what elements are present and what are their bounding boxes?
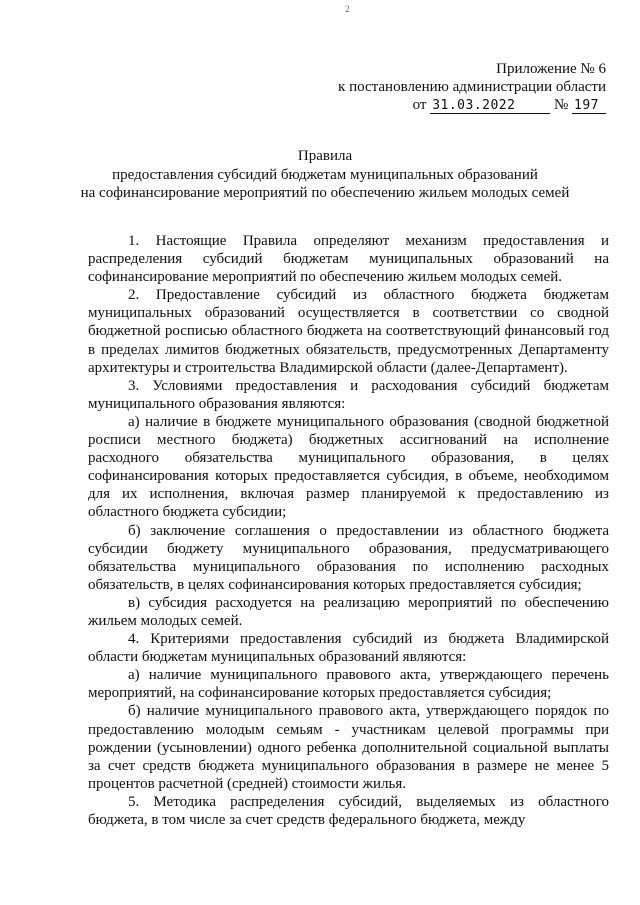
paragraph-3a: а) наличие в бюджете муниципального образования (сводной бюджетной росписи местного бюджета) бюджетных ассигнований на исполнение расходного обязательства муниципального образования, в целях софинансирования которых предоставляется субсидия, в объеме, необходимом для их исполнения, включая размер планируемой к предоставлению из областного бюджета субсидии; [88,413,609,521]
appendix-date-row [306,96,606,114]
document-subheading-line1: предоставления субсидий бюджетам муниципальных образований [112,167,538,183]
appendix-title: Приложение № 6 [496,61,606,77]
appendix-subtitle: к постановлению администрации области [338,79,606,95]
paragraph-3: 3. Условиями предоставления и расходования субсидий бюджетам муниципального образования являются: [88,377,609,412]
date-prefix: от [412,97,427,113]
number-value: 197 [572,99,606,114]
paragraph-4a: а) наличие муниципального правового акта, утверждающего перечень мероприятий, на софинансирование которых предоставляется субсидия; [88,667,609,702]
paragraph-4: 4. Критериями предоставления субсидий из бюджета Владимирской области бюджетам муниципальных образований являются: [88,631,609,666]
document-body [88,232,609,829]
date-value: 31.03.2022 [430,99,550,114]
document-heading: Правила [297,148,353,164]
paragraph-3b: б) заключение соглашения о предоставлении из областного бюджета субсидии бюджету муниципального образования, предусматривающего обязательства муниципального образования по исполнению расходных обязательств, в целях софинансирования которых предоставляется субсидия; [88,522,609,593]
number-prefix: № [553,97,569,113]
paragraph-2: 2. Предоставление субсидий из областного бюджета бюджетам муниципальных образований осуществляется в соответствии со сводной бюджетной росписью областного бюджета на соответствующий финансовый год в пределах лимитов бюджетных обязательств, предусмотренных Департаменту архитектуры и строительства Владимирской области (далее-Департамент). [88,287,609,376]
paragraph-1: 1. Настоящие Правила определяют механизм предоставления и распределения субсидий бюджетам муниципальных образований на софинансирование мероприятий по обеспечению жильем молодых семей. [88,233,609,286]
paragraph-3c: в) субсидия расходуется на реализацию мероприятий по обеспечению жильем молодых семей. [88,594,609,629]
document-title-block [40,147,610,202]
page-number: 2 [345,4,350,14]
paragraph-5: 5. Методика распределения субсидий, выделяемых из областного бюджета, в том числе за счет средств федерального бюджета, между [88,793,609,828]
paragraph-4b: б) наличие муниципального правового акта, утверждающего порядок по предоставлению молодым семьям - участникам целевой программы при рождении (усыновлении) одного ребенка дополнительной социальной выплаты за счет средств бюджета муниципального образования в размере не менее 5 процентов расчетной (средней) стоимости жилья. [88,703,609,792]
document-subheading-line2: на софинансирование мероприятий по обеспечению жильем молодых семей [80,185,570,201]
appendix-header [306,60,606,114]
